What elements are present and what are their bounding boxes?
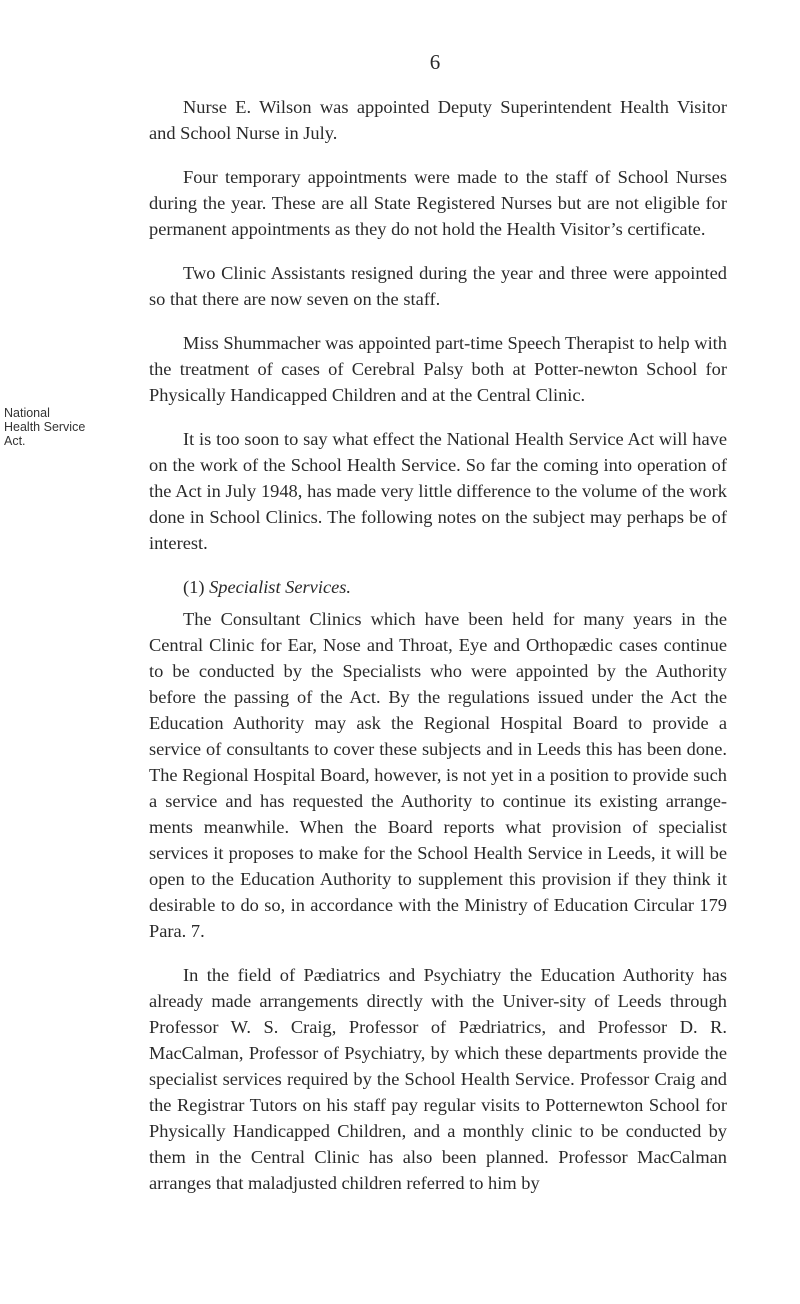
section-heading-title: Specialist Services. xyxy=(209,577,352,597)
body-text xyxy=(149,94,727,1214)
page-number: 6 xyxy=(429,50,441,74)
paragraph-clinic-assistants: Two Clinic Assistants resigned during the year and three were appointed so that there are now seven on the staff. xyxy=(149,263,727,309)
margin-note-line: National xyxy=(4,406,50,420)
section-heading-number: (1) xyxy=(183,577,205,597)
margin-note xyxy=(4,406,114,448)
paragraph-national-health-service-act: It is too soon to say what effect the National Health Service Act will have on the work of the School Health Service. So far the coming into operation of the Act in July 1948, has made very little difference to the volume of the work done in School Clinics. The following notes on the subject may perhaps be of interest. xyxy=(149,429,727,553)
margin-note-line: Act. xyxy=(4,434,26,448)
section-heading xyxy=(149,574,727,600)
paragraph-paediatrics-psychiatry: In the field of Pædiatrics and Psychiatry the Education Authority has already made arrangements directly with the Univer-sity of Leeds through Professor W. S. Craig, Professor of Pædriatrics, and Professor D. R. MacCalman, Professor of Psychiatry, by which these departments provide the specialist services required by the School Health Service. Professor Craig and the Registrar Tutors on his staff pay regular visits to Potternewton School for Physically Handicapped Children, and a monthly clinic to be conducted by them in the Central Clinic has also been planned. Professor MacCalman arranges that maladjusted children referred to him by xyxy=(149,965,727,1193)
margin-note-line: Health Service xyxy=(4,420,86,434)
paragraph-consultant-clinics: The Consultant Clinics which have been held for many years in the Central Clinic for Ear, Nose and Throat, Eye and Orthopædic cases continue to be conducted by the Specialists who were appointed by the Authority before the passing of the Act. By the regulations issued under the Act the Education Authority may ask the Regional Hospital Board to provide a service of consultants to cover these subjects and in Leeds this has been done. The Regional Hospital Board, however, is not yet in a position to provide such a service and has requested the Authority to continue its existing arrange-ments meanwhile. When the Board reports what provision of specialist services it proposes to make for the School Health Service in Leeds, it will be open to the Education Authority to supplement this provision if they think it desirable to do so, in accordance with the Ministry of Education Circular 179 Para. 7. xyxy=(149,609,727,941)
paragraph-temporary-appointments: Four temporary appointments were made to the staff of School Nurses during the year. These are all State Registered Nurses but are not eligible for permanent appointments as they do not hold the Health Visitor’s certificate. xyxy=(149,167,727,239)
paragraph-speech-therapist: Miss Shummacher was appointed part-time Speech Therapist to help with the treatment of cases of Cerebral Palsy both at Potter-newton School for Physically Handicapped Children and at the Central Clinic. xyxy=(149,333,727,405)
paragraph-deputy-superintendent: Nurse E. Wilson was appointed Deputy Superintendent Health Visitor and School Nurse in July. xyxy=(149,97,727,143)
